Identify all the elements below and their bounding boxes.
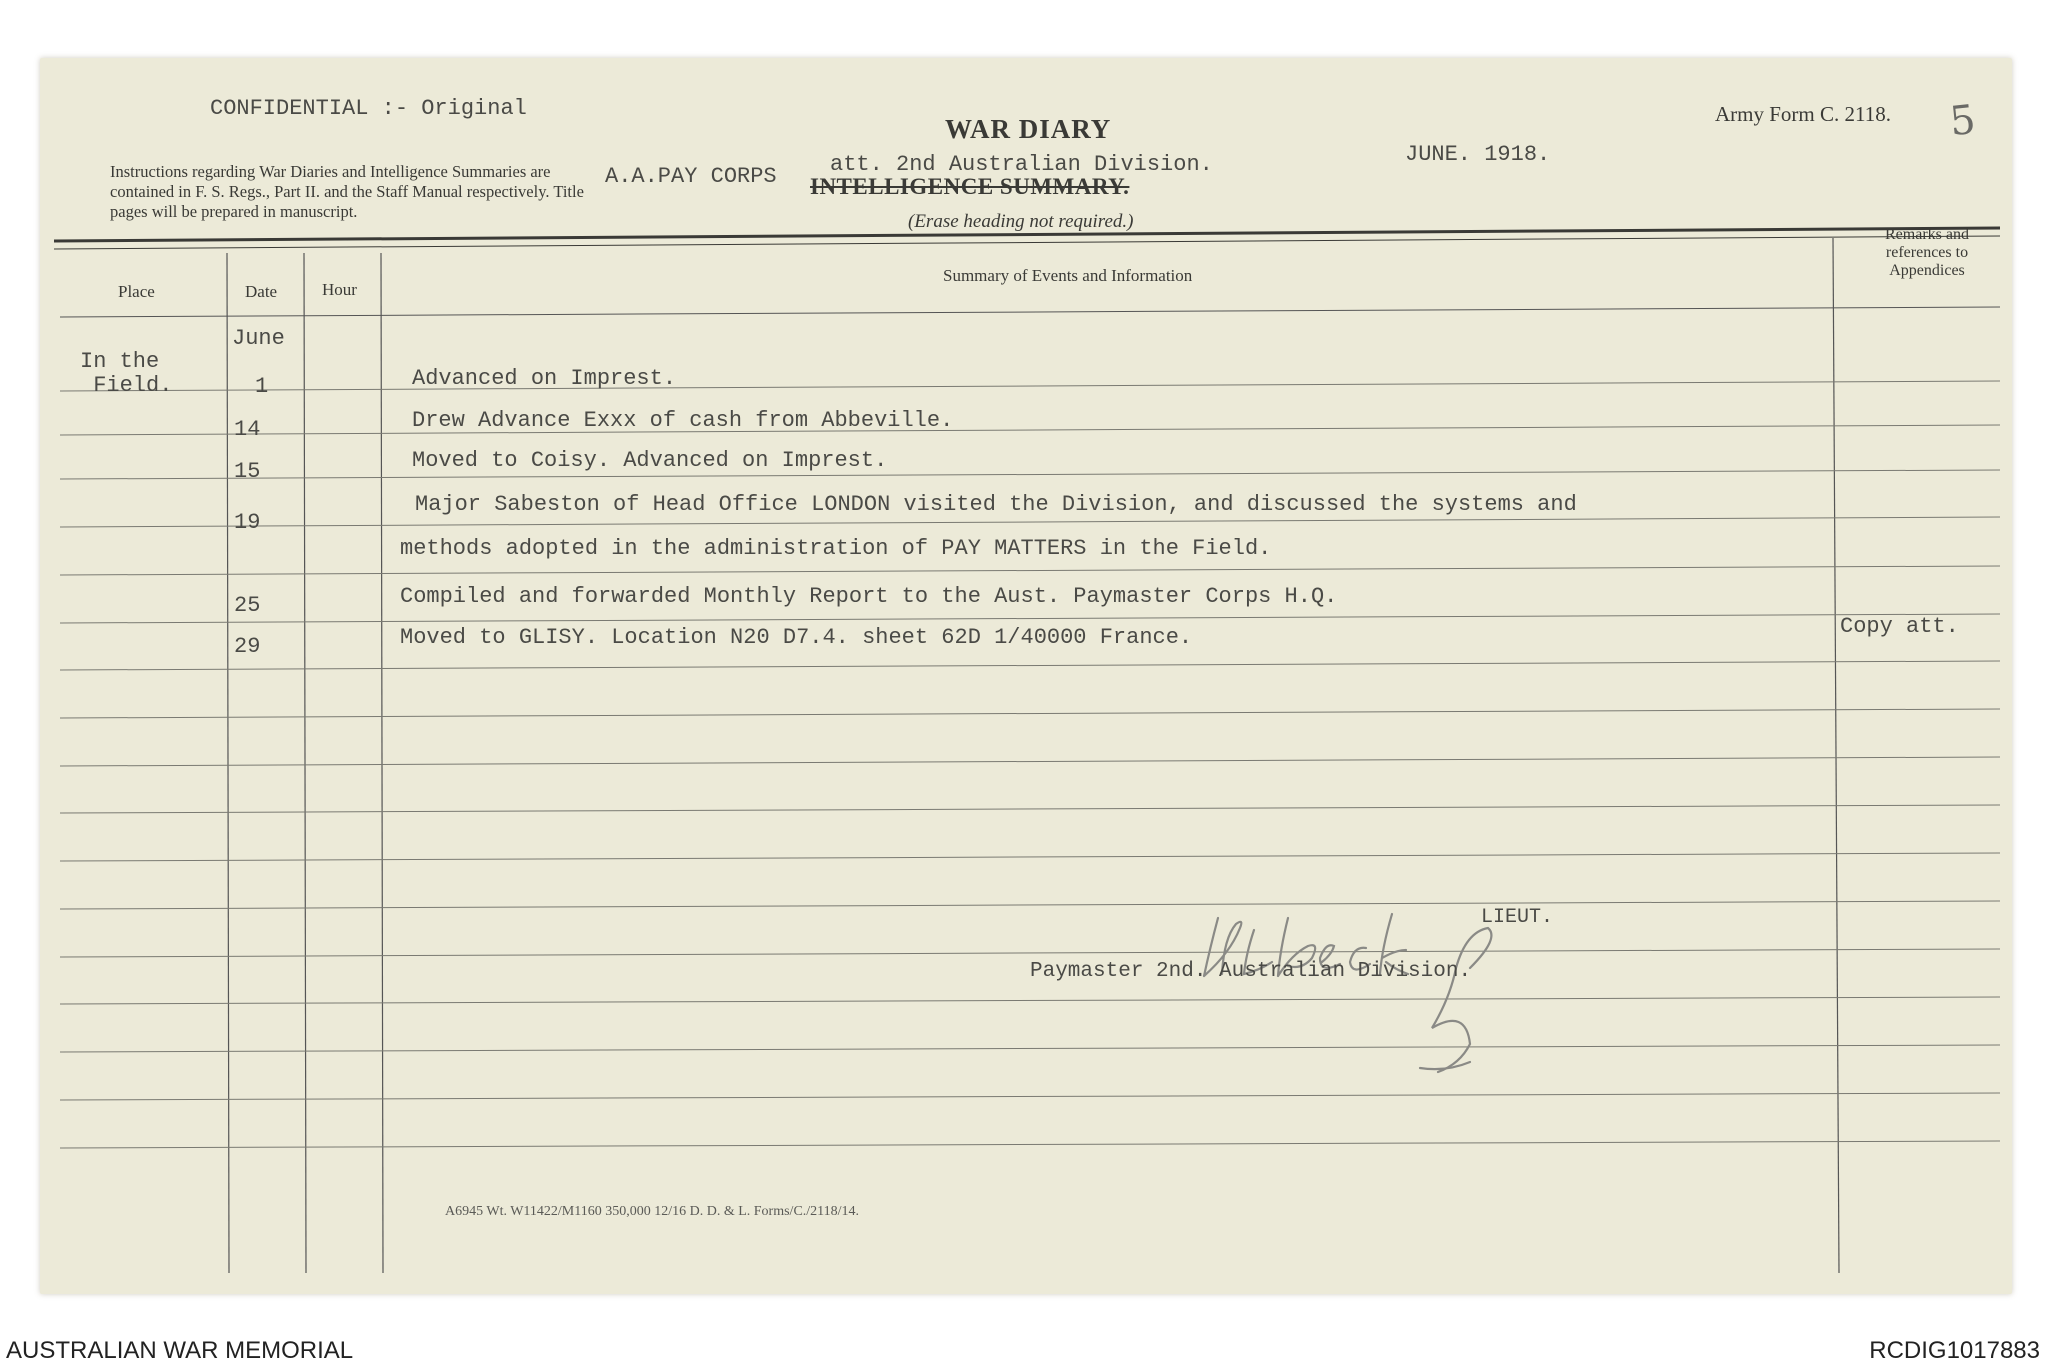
remarks-copy-attached: Copy att.: [1840, 614, 1959, 639]
month-label: June: [232, 326, 285, 351]
war-diary-sheet: [40, 58, 2012, 1294]
entry-date: 1: [255, 374, 269, 399]
entry-text: Advanced on Imprest.: [412, 366, 677, 391]
entry-date: 15: [234, 459, 261, 484]
entry-date: 29: [234, 634, 261, 659]
column-header-remarks: Remarks and references to Appendices: [1885, 226, 1969, 279]
diary-month: JUNE. 1918.: [1405, 142, 1551, 167]
entry-text: Compiled and forwarded Monthly Report to the Aust. Paymaster Corps H.Q.: [400, 584, 1338, 609]
confidential-label: CONFIDENTIAL :- Original: [210, 96, 527, 121]
signatory-role: Paymaster 2nd. Australian Division.: [1030, 960, 1472, 983]
entry-text: Drew Advance Exxx of cash from Abbeville.: [412, 408, 954, 433]
archive-credit: AUSTRALIAN WAR MEMORIAL: [6, 1337, 354, 1364]
column-header-summary: Summary of Events and Information: [943, 266, 1193, 285]
column-header-hour: Hour: [322, 280, 357, 299]
signatory-rank: LIEUT.: [1481, 906, 1554, 929]
pencil-page-number: 5: [1947, 96, 1978, 146]
entry-text: Moved to GLISY. Location N20 D7.4. sheet 62D 1/40000 France.: [400, 625, 1193, 650]
intelligence-summary-heading: INTELLIGENCE SUMMARY.: [810, 174, 1130, 199]
entry-text: Major Sabeston of Head Office LONDON visited the Division, and discussed the systems and: [415, 492, 1577, 517]
archive-record-id: RCDIG1017883: [1869, 1337, 2040, 1364]
printer-imprint: A6945 Wt. W11422/M1160 350,000 12/16 D. D. & L. Forms/C./2118/14.: [445, 1204, 860, 1219]
page-title: WAR DIARY: [945, 114, 1112, 144]
form-rules: [40, 58, 2012, 1294]
entry-date: 14: [234, 417, 261, 442]
unit-name: A.A.PAY CORPS: [605, 164, 777, 189]
erase-heading-note: (Erase heading not required.): [908, 211, 1134, 232]
instructions-text: Instructions regarding War Diaries and Intelligence Summaries are contained in F. S. Regs., Part II. and the Staff Manual respectively. Title pages will be prepared in manuscript.: [110, 162, 584, 221]
army-form-number: Army Form C. 2118.: [1715, 102, 1891, 126]
column-header-date: Date: [245, 282, 278, 301]
entry-date: 25: [234, 593, 261, 618]
handwritten-signature: [1170, 858, 1590, 1118]
attachment-text: att. 2nd Australian Division.: [830, 152, 1213, 177]
entry-text: methods adopted in the administration of PAY MATTERS in the Field.: [400, 536, 1272, 561]
entry-date: 19: [234, 510, 261, 535]
entry-text: Moved to Coisy. Advanced on Imprest.: [412, 448, 888, 473]
place-text: In the Field.: [80, 349, 173, 398]
column-header-place: Place: [118, 282, 155, 301]
